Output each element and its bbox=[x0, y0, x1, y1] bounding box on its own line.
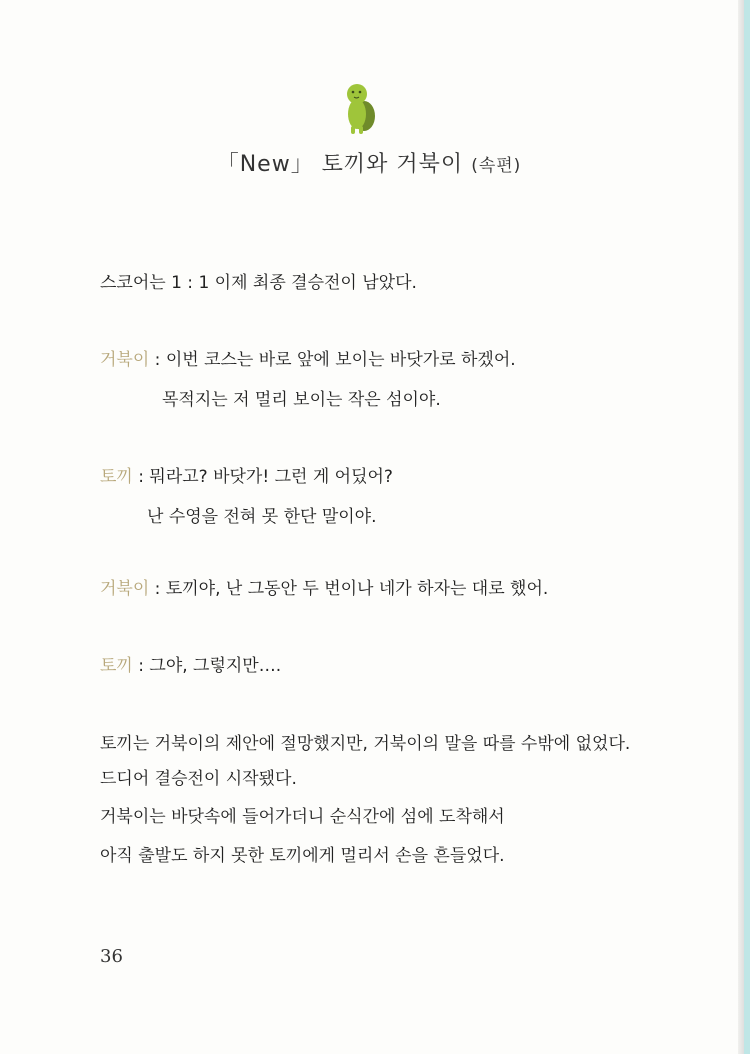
story-title-main: 「New」 토끼와 거북이 bbox=[216, 152, 464, 177]
turtle-icon bbox=[342, 80, 378, 136]
narration-line: 드디어 결승전이 시작됐다. bbox=[100, 769, 297, 789]
narration-line: 아직 출발도 하지 못한 토끼에게 멀리서 손을 흔들었다. bbox=[100, 846, 505, 866]
dialogue-text: : 그야, 그렇지만…. bbox=[132, 656, 282, 676]
speaker-name: 토끼 bbox=[100, 656, 133, 676]
page-number: 36 bbox=[100, 946, 123, 967]
dialogue-line bbox=[100, 655, 281, 677]
speaker-name: 토끼 bbox=[100, 467, 133, 487]
narration-line: 토끼는 거북이의 제안에 절망했지만, 거북이의 말을 따를 수밖에 없었다. bbox=[100, 734, 631, 754]
dialogue-text: : 토끼야, 난 그동안 두 번이나 네가 하자는 대로 했어. bbox=[149, 579, 549, 599]
narration-line: 스코어는 1 : 1 이제 최종 결승전이 남았다. bbox=[100, 273, 417, 293]
speaker-name: 거북이 bbox=[100, 350, 150, 370]
dialogue-line bbox=[100, 466, 393, 488]
dialogue-line bbox=[100, 578, 548, 600]
dialogue-text: : 이번 코스는 바로 앞에 보이는 바닷가로 하겠어. bbox=[149, 350, 516, 370]
dialogue-text: : 뭐라고? 바닷가! 그런 게 어딨어? bbox=[132, 467, 393, 487]
teal-edge-strip bbox=[744, 0, 750, 1054]
story-title-sub: (속편) bbox=[471, 156, 522, 176]
dialogue-line bbox=[100, 349, 516, 371]
dialogue-continuation: 난 수영을 전혀 못 한단 말이야. bbox=[147, 507, 377, 527]
narration-line: 거북이는 바닷속에 들어가더니 순식간에 섬에 도착해서 bbox=[100, 807, 505, 827]
speaker-name: 거북이 bbox=[100, 579, 150, 599]
story-title bbox=[0, 147, 738, 178]
dialogue-continuation: 목적지는 저 멀리 보이는 작은 섬이야. bbox=[162, 390, 441, 410]
